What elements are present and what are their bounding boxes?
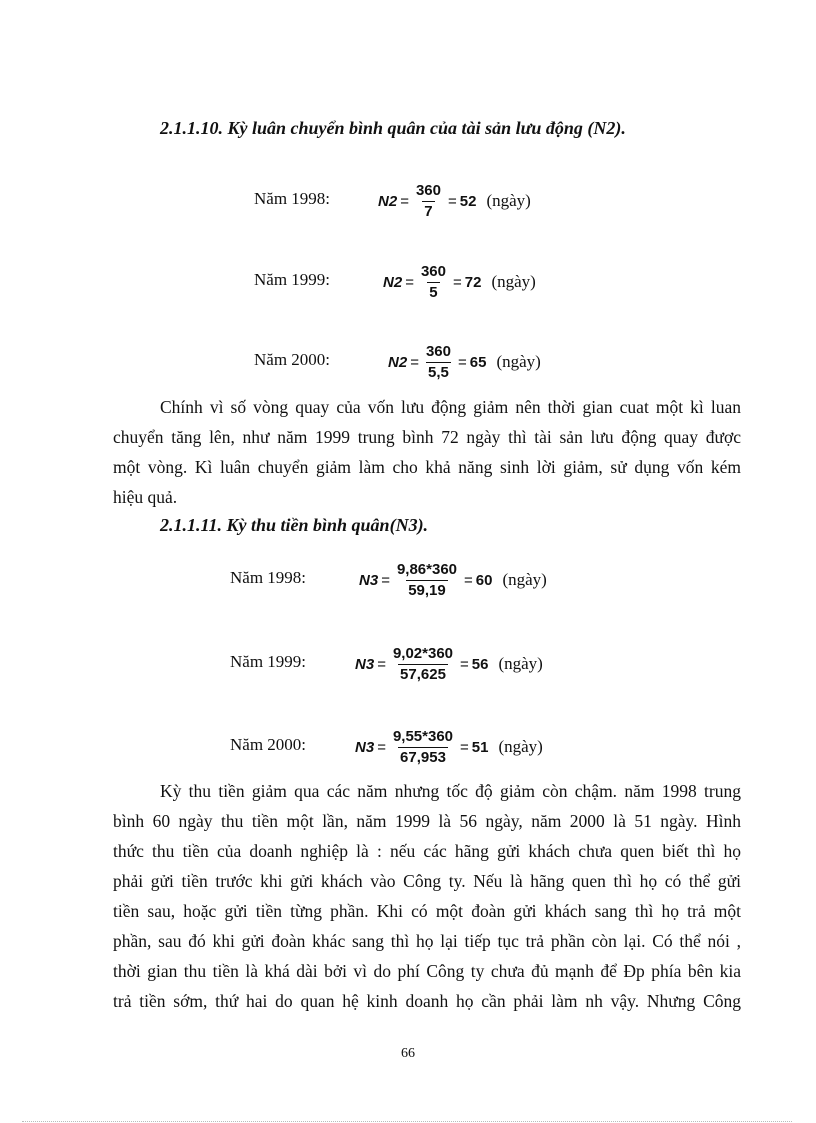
formula-unit: (ngày) bbox=[486, 191, 531, 210]
formula-expression bbox=[378, 176, 531, 226]
equals-sign: = bbox=[464, 571, 473, 589]
formula-year: Năm 1999: bbox=[254, 270, 331, 289]
formula-year: Năm 2000: bbox=[230, 735, 307, 754]
fraction-numerator: 360 bbox=[415, 181, 441, 199]
formula-expression bbox=[359, 555, 547, 605]
formula-year: Năm 1998: bbox=[254, 189, 331, 208]
paragraph-line: phải gửi tiền trước khi gửi khách vào Công ty. Nếu là hãng quen thì họ có thể gửi bbox=[113, 871, 741, 891]
formula-variable: N2 bbox=[388, 353, 408, 371]
paragraph-line: bình 60 ngày thu tiền một lần, năm 1999 là 56 ngày, năm 2000 là 51 ngày. Hình bbox=[113, 811, 741, 831]
fraction-denominator: 7 bbox=[424, 202, 433, 220]
formula-result: 52 bbox=[459, 192, 477, 210]
fraction-numerator: 9,55*360 bbox=[392, 727, 454, 745]
paragraph-line: trả tiền sớm, thứ hai do quan hệ kinh doanh họ cần phải làm nh vậy. Nhưng Công bbox=[113, 991, 741, 1011]
equals-sign: = bbox=[410, 353, 419, 371]
formula-unit: (ngày) bbox=[491, 272, 536, 291]
formula-year: Năm 1998: bbox=[230, 568, 307, 587]
equals-sign: = bbox=[377, 738, 386, 756]
formula-variable: N3 bbox=[355, 738, 375, 756]
formula-variable: N2 bbox=[383, 273, 403, 291]
paragraph-line: Chính vì số vòng quay của vốn lưu động giảm nên thời gian cuat một kì luan bbox=[160, 397, 741, 417]
equals-sign: = bbox=[460, 738, 469, 756]
formula-result: 72 bbox=[464, 273, 482, 291]
equals-sign: = bbox=[460, 655, 469, 673]
fraction bbox=[419, 263, 448, 302]
equals-sign: = bbox=[452, 273, 462, 291]
paragraph-n3-analysis bbox=[113, 776, 741, 1016]
equals-sign: = bbox=[377, 655, 386, 673]
equals-sign: = bbox=[381, 571, 390, 589]
section-heading-n3: 2.1.1.11. Kỳ thu tiền bình quân(N3). bbox=[160, 515, 429, 535]
paragraph-line: hiệu quả. bbox=[113, 487, 178, 507]
fraction-numerator: 9,86*360 bbox=[396, 560, 458, 578]
formula-result: 56 bbox=[471, 655, 489, 673]
formula-result: 60 bbox=[475, 571, 493, 589]
paragraph-line: Kỳ thu tiền giảm qua các năm nhưng tốc độ giảm còn chậm. năm 1998 trung bbox=[160, 781, 741, 801]
formula-variable: N2 bbox=[378, 192, 398, 210]
formula-result: 51 bbox=[471, 738, 489, 756]
paragraph-line: thời gian thu tiền là khá dài bởi vì do phí Công ty chưa đủ mạnh để Đp phía bên kia bbox=[113, 961, 741, 981]
paragraph-line: chuyển tăng lên, như năm 1999 trung bình 72 ngày thì tài sản lưu động quay được bbox=[113, 427, 741, 447]
fraction-denominator: 57,625 bbox=[400, 665, 446, 683]
fraction-numerator: 360 bbox=[425, 342, 451, 360]
equals-sign: = bbox=[447, 192, 457, 210]
paragraph-line: một vòng. Kì luân chuyển giảm làm cho khả năng sinh lời giảm, sử dụng vốn kém bbox=[113, 457, 741, 477]
fraction bbox=[395, 561, 459, 600]
paragraph-line: thức thu tiền của doanh nghiệp là : nếu các hãng gửi khách chưa quen biết thì họ bbox=[113, 841, 741, 861]
fraction bbox=[391, 645, 455, 684]
fraction-denominator: 67,953 bbox=[400, 748, 446, 766]
fraction-denominator: 59,19 bbox=[408, 581, 446, 599]
fraction-numerator: 9,02*360 bbox=[392, 644, 454, 662]
formula-expression bbox=[355, 722, 543, 772]
formula-expression bbox=[355, 639, 543, 689]
fraction bbox=[414, 182, 443, 221]
formula-year: Năm 1999: bbox=[230, 652, 307, 671]
equals-sign: = bbox=[405, 273, 414, 291]
page-number: 66 bbox=[401, 1046, 415, 1061]
formula-result: 65 bbox=[469, 353, 487, 371]
fraction-denominator: 5,5 bbox=[428, 363, 449, 381]
fraction-numerator: 360 bbox=[420, 262, 446, 280]
fraction bbox=[424, 343, 453, 382]
formula-expression bbox=[388, 337, 541, 387]
formula-unit: (ngày) bbox=[502, 570, 547, 589]
formula-unit: (ngày) bbox=[498, 737, 543, 756]
equals-sign: = bbox=[457, 353, 467, 371]
formula-unit: (ngày) bbox=[496, 352, 541, 371]
footer-divider bbox=[22, 1121, 792, 1122]
section-heading-n2: 2.1.1.10. Kỳ luân chuyển bình quân của tài sản lưu động (N2). bbox=[160, 118, 626, 138]
formula-variable: N3 bbox=[355, 655, 375, 673]
formula-expression bbox=[383, 257, 536, 307]
formula-unit: (ngày) bbox=[498, 654, 543, 673]
formula-variable: N3 bbox=[359, 571, 379, 589]
fraction bbox=[391, 728, 455, 767]
formula-year: Năm 2000: bbox=[254, 350, 331, 369]
paragraph-n2-analysis bbox=[113, 392, 741, 512]
paragraph-line: phần, sau đó khi gửi đoàn khác sang thì họ lại tiếp tục trả phần còn lại. Có thể nói , bbox=[113, 931, 741, 951]
fraction-denominator: 5 bbox=[429, 283, 438, 301]
paragraph-line: tiền sau, hoặc gửi tiền từng phần. Khi có một đoàn gửi khách sang thì họ trả một bbox=[113, 901, 741, 921]
equals-sign: = bbox=[400, 192, 409, 210]
